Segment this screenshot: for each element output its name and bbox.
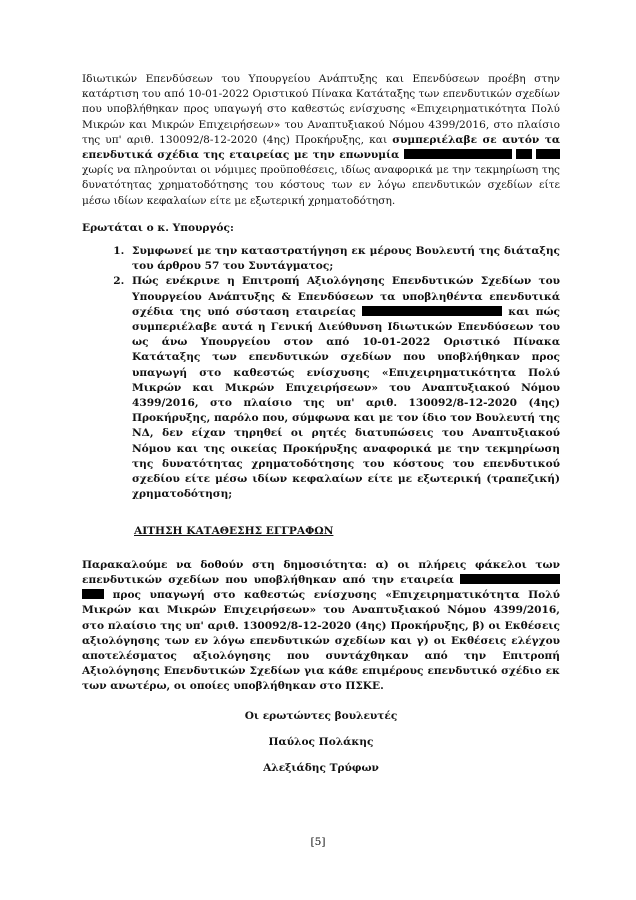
signature-heading: Οι ερωτώντες βουλευτές <box>244 709 398 722</box>
intro-paragraph <box>82 72 560 209</box>
redaction-block <box>404 149 512 159</box>
page-number: [5] <box>310 836 326 848</box>
intro-text: Ιδιωτικών Επενδύσεων του Υπουργείου Ανάπτυξης και Επενδύσεων προέβη στην κατάρτιση του από 10-01-2022 Οριστικού Πίνακα Κατάταξης των επενδυτικών σχεδίων που υποβλήθηκαν προς υπαγωγή στο καθεστώς ενίσχυσης «Επιχειρηματικότητα Πολύ Μικρών και Μικρών Επιχειρήσεων» του Αναπτυξιακού Νόμου 4399/2016, στο πλαίσιο της υπ' αριθ. 130092/8-12-2020 (4ης) Προκήρυξης, και <box>82 73 560 146</box>
redaction-block <box>82 589 104 599</box>
signature-name-1: Παύλος Πολάκης <box>268 735 374 748</box>
intro-text-end: χωρίς να πληρούνται οι νόμιμες προϋποθέσεις, ιδίως αναφορικά με την τεκμηρίωση της δυνατότητας χρηματοδότησης του κόστους των εν λόγω επενδυτικών σχεδίων είτε μέσω ιδίων κεφαλαίων είτε με εξωτερική χρηματοδότηση. <box>82 164 560 207</box>
request-paragraph <box>82 558 560 695</box>
question-2-text: Πώς ενέκρινε η Επιτροπή Αξιολόγησης Επενδυτικών Σχεδίων του Υπουργείου Ανάπτυξης & Επενδύσεων τα υποβληθέντα επενδυτικά σχέδια της υπό σύσταση εταιρείας <box>132 275 560 318</box>
intro-emphasis: συμπεριέλαβε σε αυτόν τα επενδυτικά σχέδια της εταιρείας με την επωνυμία <box>82 133 560 162</box>
redaction-block <box>516 149 532 159</box>
request-text-end: προς υπαγωγή στο καθεστώς ενίσχυσης «Επιχειρηματικότητα Πολύ Μικρών και Μικρών Επιχειρήσεων» του Αναπτυξιακού Νόμου 4399/2016, στο πλαίσιο της υπ' αριθ. 130092/8-12-2020 (4ης) Προκήρυξης, β) οι Εκθέσεις αξιολόγησης των εν λόγω επενδυτικών σχεδίων και γ) οι Εκθέσεις ελέγχου αποτελέσματος αξιολόγησης που συντάχθηκαν από την Επιτροπή Αξιολόγησης Επενδυτικών Σχεδίων για κάθε επιμέρους επενδυτικό σχέδιο εκ των ανωτέρω, οι οποίες υποβλήθηκαν στο ΠΣΚΕ. <box>82 589 560 693</box>
redaction-block <box>536 149 560 159</box>
question-2-text-end: και πώς συμπεριέλαβε αυτά η Γενική Διεύθυνση Ιδιωτικών Επενδύσεων του ως άνω Υπουργείου στον από 10-01-2022 Οριστικό Πίνακα Κατάταξης των επενδυτικών σχεδίων που υποβλήθηκαν προς υπαγωγή στο καθεστώς ενίσχυσης «Επιχειρηματικότητα Πολύ Μικρών και Μικρών Επιχειρήσεων» του Αναπτυξιακού Νόμου 4399/2016, στο πλαίσιο της υπ' αριθ. 130092/8-12-2020 (4ης) Προκήρυξης, παρόλο που, σύμφωνα και με τον ίδιο τον Βουλευτή της ΝΔ, δεν είχαν τηρηθεί οι ρητές διατυπώσεις του Αναπτυξιακού Νόμου και της οικείας Προκήρυξης αναφορικά με την τεκμηρίωση της δυνατότητας χρηματοδότησης του κόστους του επενδυτικού σχεδίου είτε μέσω ιδίων κεφαλαίων είτε με εξωτερική (τραπεζική) χρηματοδότηση; <box>132 305 560 501</box>
question-intro: Ερωτάται ο κ. Υπουργός: <box>82 221 234 234</box>
questions-list <box>82 244 560 502</box>
question-1-text: Συμφωνεί με την καταστρατήγηση εκ μέρους Βουλευτή της διάταξης του άρθρου 57 του Συντάγματος; <box>132 245 560 273</box>
question-1 <box>128 244 560 274</box>
redaction-block <box>362 306 502 316</box>
question-2 <box>128 274 560 502</box>
signature-name-2: Αλεξιάδης Τρύφων <box>263 761 379 774</box>
document-page <box>82 72 560 787</box>
redaction-block <box>460 574 560 584</box>
request-title: ΑΙΤΗΣΗ ΚΑΤΑΘΕΣΗΣ ΕΓΓΡΑΦΩΝ <box>134 525 334 538</box>
request-text: Παρακαλούμε να δοθούν στη δημοσιότητα: α) οι πλήρεις φάκελοι των επενδυτικών σχεδίων που υποβλήθηκαν από την εταιρεία <box>82 558 560 586</box>
